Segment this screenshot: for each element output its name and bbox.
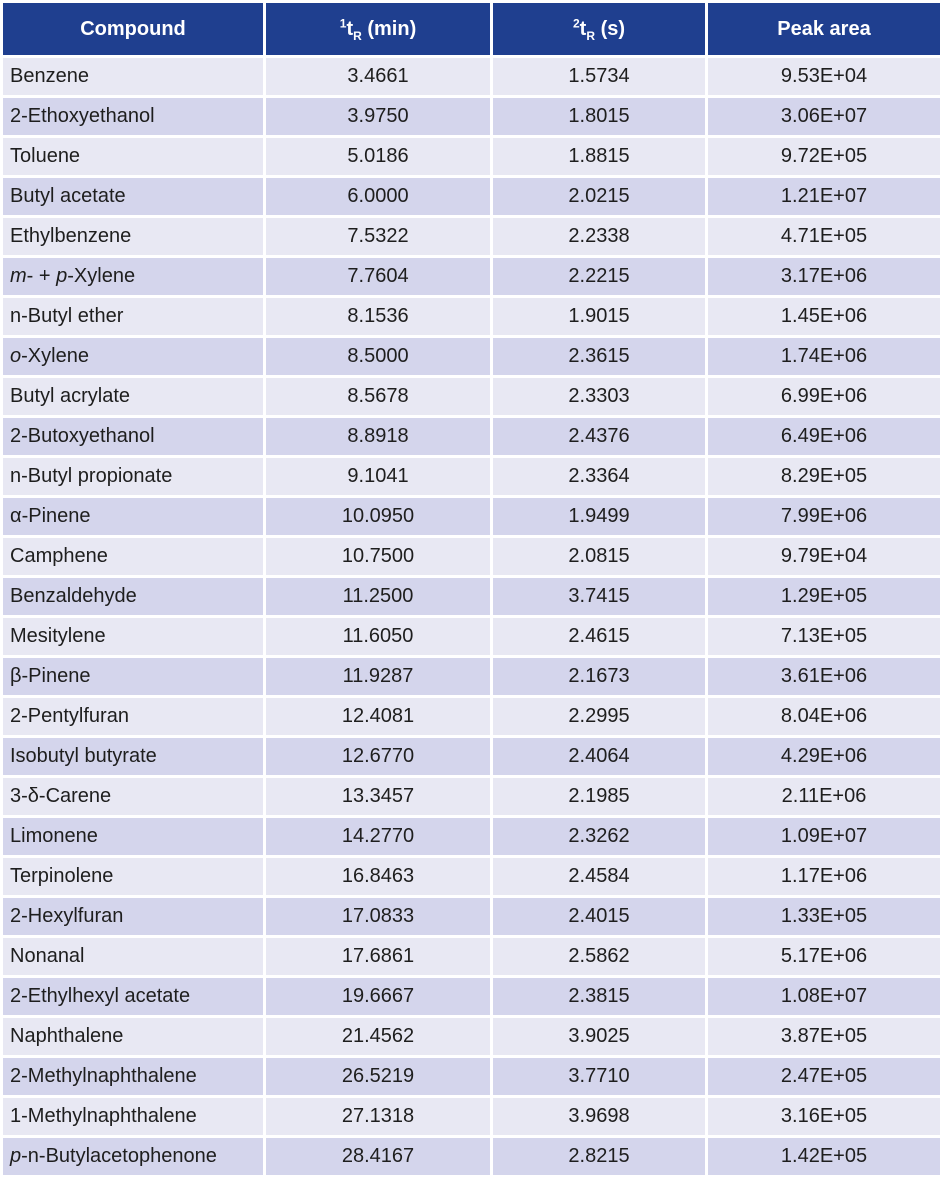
compound-name-part: Toluene — [10, 145, 81, 167]
peak-area-cell: 1.09E+07 — [708, 818, 940, 855]
table-row — [3, 618, 940, 655]
first-retention-time-cell: 11.2500 — [266, 578, 490, 615]
compound-name-cell — [3, 778, 263, 815]
second-retention-time-cell: 3.7710 — [493, 1058, 705, 1095]
compound-name-part: -Xylene — [21, 345, 89, 367]
table-row — [3, 1018, 940, 1055]
second-retention-time-cell: 2.0215 — [493, 178, 705, 215]
first-retention-time-cell: 7.5322 — [266, 218, 490, 255]
second-retention-time-cell: 2.3262 — [493, 818, 705, 855]
compound-name-part: 2-Hexylfuran — [10, 905, 124, 927]
peak-area-cell: 6.49E+06 — [708, 418, 940, 455]
second-retention-time-cell: 2.3815 — [493, 978, 705, 1015]
first-retention-time-cell: 12.6770 — [266, 738, 490, 775]
header-t2-unit: (s) — [595, 17, 626, 40]
first-retention-time-cell: 10.7500 — [266, 538, 490, 575]
first-retention-time-cell: 28.4167 — [266, 1138, 490, 1175]
second-retention-time-cell: 2.5862 — [493, 938, 705, 975]
peak-area-cell: 7.99E+06 — [708, 498, 940, 535]
compound-name-part: 2-Butoxyethanol — [10, 425, 155, 447]
header-row — [3, 3, 940, 55]
compound-name-cell — [3, 258, 263, 295]
first-retention-time-cell: 6.0000 — [266, 178, 490, 215]
first-retention-time-cell: 9.1041 — [266, 458, 490, 495]
compound-name-cell — [3, 1018, 263, 1055]
table-row — [3, 418, 940, 455]
first-retention-time-cell: 8.1536 — [266, 298, 490, 335]
table-row — [3, 98, 940, 135]
compound-name-part: -n-Butylacetophenone — [21, 1145, 217, 1167]
compound-name-cell — [3, 298, 263, 335]
peak-area-cell: 2.11E+06 — [708, 778, 940, 815]
header-t2-symbol: t — [579, 17, 587, 40]
header-t1-symbol: t — [346, 17, 354, 40]
second-retention-time-cell: 2.3364 — [493, 458, 705, 495]
table-row — [3, 978, 940, 1015]
compound-name-cell — [3, 978, 263, 1015]
compound-name-italic-part: p — [10, 1145, 22, 1167]
compound-name-cell — [3, 138, 263, 175]
compound-name-part: 2-Ethoxyethanol — [10, 105, 155, 127]
compound-name-cell — [3, 658, 263, 695]
table-row — [3, 378, 940, 415]
peak-area-cell: 1.33E+05 — [708, 898, 940, 935]
compound-name-cell — [3, 1138, 263, 1175]
compound-name-italic-part: o — [10, 345, 22, 367]
table-row — [3, 178, 940, 215]
first-retention-time-cell: 5.0186 — [266, 138, 490, 175]
table-row — [3, 138, 940, 175]
second-retention-time-cell: 2.4064 — [493, 738, 705, 775]
peak-area-cell: 5.17E+06 — [708, 938, 940, 975]
first-retention-time-cell: 17.6861 — [266, 938, 490, 975]
peak-area-cell: 9.79E+04 — [708, 538, 940, 575]
table-row — [3, 458, 940, 495]
peak-area-cell: 3.16E+05 — [708, 1098, 940, 1135]
second-retention-time-cell: 2.4584 — [493, 858, 705, 895]
second-retention-time-cell: 2.4615 — [493, 618, 705, 655]
peak-area-cell: 1.08E+07 — [708, 978, 940, 1015]
table-row — [3, 58, 940, 95]
header-peak-area: Peak area — [708, 3, 940, 55]
table-row — [3, 1138, 940, 1175]
compound-name-cell — [3, 98, 263, 135]
table-row — [3, 578, 940, 615]
table-row — [3, 858, 940, 895]
compound-name-cell — [3, 578, 263, 615]
peak-area-cell: 4.29E+06 — [708, 738, 940, 775]
second-retention-time-cell: 2.3303 — [493, 378, 705, 415]
first-retention-time-cell: 19.6667 — [266, 978, 490, 1015]
compound-name-part: Benzene — [10, 65, 89, 87]
peak-area-cell: 8.29E+05 — [708, 458, 940, 495]
compound-name-part: n-Butyl propionate — [10, 465, 173, 487]
peak-area-cell: 1.17E+06 — [708, 858, 940, 895]
table-row — [3, 1058, 940, 1095]
compound-name-cell — [3, 1098, 263, 1135]
table-row — [3, 898, 940, 935]
compound-name-cell — [3, 698, 263, 735]
compound-name-italic-part: m — [10, 265, 27, 287]
header-t2-subscript: R — [586, 28, 596, 43]
second-retention-time-cell: 1.9015 — [493, 298, 705, 335]
peak-area-cell: 8.04E+06 — [708, 698, 940, 735]
compound-name-part: 2-Ethylhexyl acetate — [10, 985, 191, 1007]
compound-name-part: Camphene — [10, 545, 108, 567]
first-retention-time-cell: 8.8918 — [266, 418, 490, 455]
first-retention-time-cell: 8.5000 — [266, 338, 490, 375]
compound-name-cell — [3, 498, 263, 535]
table-row — [3, 818, 940, 855]
table-row — [3, 338, 940, 375]
compound-name-cell — [3, 338, 263, 375]
table-row — [3, 938, 940, 975]
peak-area-cell: 6.99E+06 — [708, 378, 940, 415]
second-retention-time-cell: 2.1985 — [493, 778, 705, 815]
table-row — [3, 658, 940, 695]
header-t1-unit: (min) — [361, 17, 417, 40]
peak-area-cell: 7.13E+05 — [708, 618, 940, 655]
peak-area-cell: 9.72E+05 — [708, 138, 940, 175]
second-retention-time-cell: 1.8815 — [493, 138, 705, 175]
first-retention-time-cell: 21.4562 — [266, 1018, 490, 1055]
header-t1-subscript: R — [353, 28, 362, 43]
peak-area-cell: 1.21E+07 — [708, 178, 940, 215]
table-row — [3, 778, 940, 815]
first-retention-time-cell: 12.4081 — [266, 698, 490, 735]
second-retention-time-cell: 2.2338 — [493, 218, 705, 255]
second-retention-time-cell: 3.9025 — [493, 1018, 705, 1055]
peak-area-cell: 1.42E+05 — [708, 1138, 940, 1175]
first-retention-time-cell: 10.0950 — [266, 498, 490, 535]
table-row — [3, 218, 940, 255]
peak-area-cell: 1.74E+06 — [708, 338, 940, 375]
second-retention-time-cell: 2.2995 — [493, 698, 705, 735]
compound-name-part: Ethylbenzene — [10, 225, 132, 247]
header-t2-superscript: 2 — [572, 15, 580, 30]
table-body — [3, 58, 940, 1175]
second-retention-time-cell: 2.4015 — [493, 898, 705, 935]
first-retention-time-cell: 7.7604 — [266, 258, 490, 295]
compound-name-cell — [3, 218, 263, 255]
peak-area-cell: 3.17E+06 — [708, 258, 940, 295]
second-retention-time-cell: 1.5734 — [493, 58, 705, 95]
header-second-retention-time — [493, 3, 705, 55]
second-retention-time-cell: 2.1673 — [493, 658, 705, 695]
compound-name-part: Butyl acrylate — [10, 385, 131, 407]
first-retention-time-cell: 26.5219 — [266, 1058, 490, 1095]
compound-name-cell — [3, 178, 263, 215]
compound-name-cell — [3, 738, 263, 775]
compound-name-cell — [3, 858, 263, 895]
compound-name-cell — [3, 458, 263, 495]
compound-name-part: Terpinolene — [10, 865, 114, 887]
compound-name-cell — [3, 898, 263, 935]
header-t1-superscript: 1 — [339, 15, 347, 30]
compound-name-part: 3-δ-Carene — [10, 785, 112, 807]
peak-area-cell: 4.71E+05 — [708, 218, 940, 255]
compound-name-part: Isobutyl butyrate — [10, 745, 157, 767]
compound-name-cell — [3, 1058, 263, 1095]
compound-name-part: - + — [26, 265, 57, 287]
compound-name-cell — [3, 938, 263, 975]
second-retention-time-cell: 2.3615 — [493, 338, 705, 375]
compound-name-part: 1-Methylnaphthalene — [10, 1105, 197, 1127]
second-retention-time-cell: 2.8215 — [493, 1138, 705, 1175]
second-retention-time-cell: 2.0815 — [493, 538, 705, 575]
peak-area-cell: 1.29E+05 — [708, 578, 940, 615]
second-retention-time-cell: 1.9499 — [493, 498, 705, 535]
first-retention-time-cell: 11.6050 — [266, 618, 490, 655]
first-retention-time-cell: 14.2770 — [266, 818, 490, 855]
peak-area-cell: 1.45E+06 — [708, 298, 940, 335]
second-retention-time-cell: 2.2215 — [493, 258, 705, 295]
header-first-retention-time — [266, 3, 490, 55]
table-row — [3, 298, 940, 335]
compound-name-part: Naphthalene — [10, 1025, 124, 1047]
compound-name-part: Limonene — [10, 825, 98, 847]
first-retention-time-cell: 27.1318 — [266, 1098, 490, 1135]
peak-area-cell: 3.06E+07 — [708, 98, 940, 135]
compound-name-part: Nonanal — [10, 945, 85, 967]
compound-name-part: 2-Pentylfuran — [10, 705, 129, 727]
compound-name-part: -Xylene — [67, 265, 136, 287]
compound-name-part: 2-Methylnaphthalene — [10, 1065, 197, 1087]
compound-name-part: Benzaldehyde — [10, 585, 137, 607]
first-retention-time-cell: 8.5678 — [266, 378, 490, 415]
compound-name-cell — [3, 618, 263, 655]
peak-area-cell: 9.53E+04 — [708, 58, 940, 95]
first-retention-time-cell: 11.9287 — [266, 658, 490, 695]
compound-name-cell — [3, 538, 263, 575]
first-retention-time-cell: 3.4661 — [266, 58, 490, 95]
first-retention-time-cell: 3.9750 — [266, 98, 490, 135]
second-retention-time-cell: 2.4376 — [493, 418, 705, 455]
peak-area-cell: 2.47E+05 — [708, 1058, 940, 1095]
table-row — [3, 698, 940, 735]
compound-name-italic-part: p — [56, 265, 68, 287]
compound-name-cell — [3, 58, 263, 95]
peak-area-cell: 3.61E+06 — [708, 658, 940, 695]
first-retention-time-cell: 16.8463 — [266, 858, 490, 895]
compound-name-cell — [3, 818, 263, 855]
compound-name-part: Mesitylene — [10, 625, 106, 647]
compound-name-part: β-Pinene — [10, 665, 91, 687]
second-retention-time-cell: 1.8015 — [493, 98, 705, 135]
peak-area-cell: 3.87E+05 — [708, 1018, 940, 1055]
table-row — [3, 258, 940, 295]
compound-name-part: Butyl acetate — [10, 185, 126, 207]
header-compound: Compound — [3, 3, 263, 55]
compound-name-cell — [3, 418, 263, 455]
compound-name-cell — [3, 378, 263, 415]
table-row — [3, 1098, 940, 1135]
second-retention-time-cell: 3.7415 — [493, 578, 705, 615]
table-row — [3, 498, 940, 535]
compound-name-part: n-Butyl ether — [10, 305, 124, 327]
table-row — [3, 738, 940, 775]
compound-name-part: α-Pinene — [10, 505, 91, 527]
first-retention-time-cell: 17.0833 — [266, 898, 490, 935]
first-retention-time-cell: 13.3457 — [266, 778, 490, 815]
table-row — [3, 538, 940, 575]
second-retention-time-cell: 3.9698 — [493, 1098, 705, 1135]
